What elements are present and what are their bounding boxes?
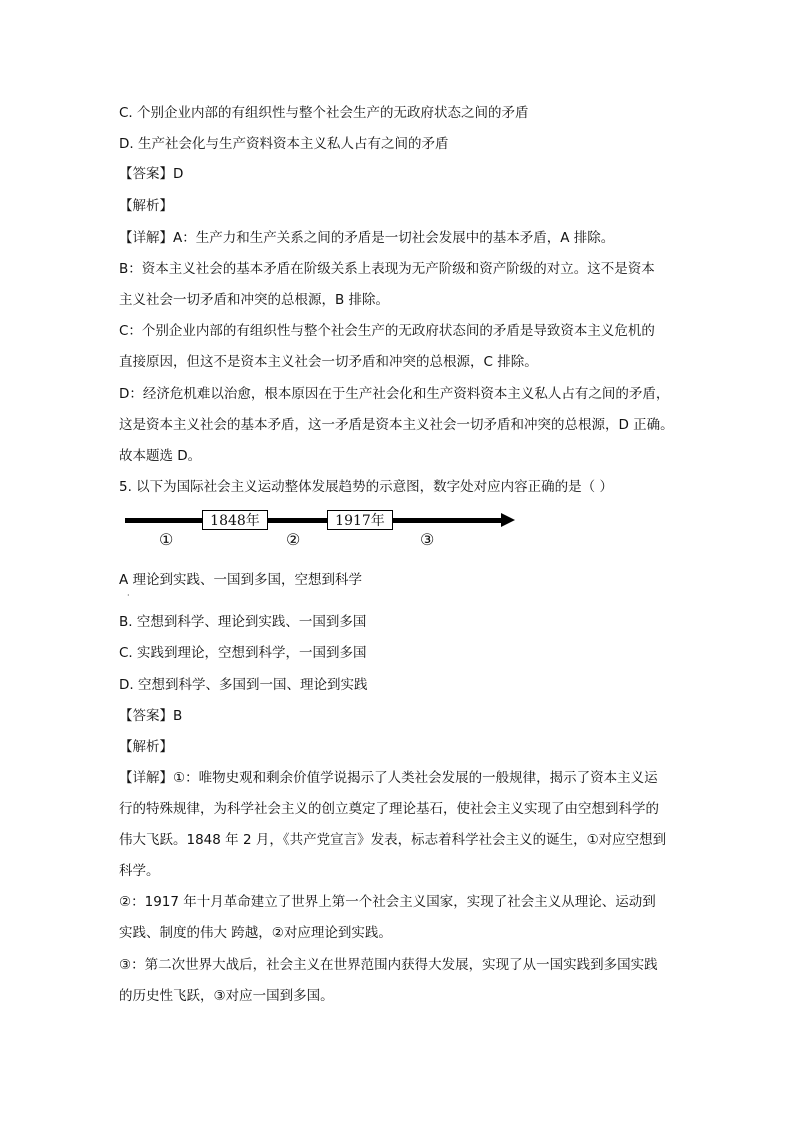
text-line: ③：第二次世界大战后，社会主义在世界范围内获得大发展，实现了从一国实践到多国实践	[119, 957, 658, 973]
text-line: C. 个别企业内部的有组织性与整个社会生产的无政府状态之间的矛盾	[119, 105, 529, 121]
text-line: 【答案】B	[119, 708, 183, 724]
text-line: 【解析】	[119, 198, 173, 214]
text-line: ②：1917 年十月革命建立了世界上第一个社会主义国家，实现了社会主义从理论、运动到	[119, 894, 656, 910]
timeline-marker-3: ③	[420, 530, 435, 549]
text-line: B：资本主义社会的基本矛盾在阶级关系上表现为无产阶级和资产阶级的对立。这不是资本	[119, 261, 655, 277]
timeline-marker-1: ①	[159, 530, 174, 549]
text-line: 【详解】A：生产力和生产关系之间的矛盾是一切社会发展中的基本矛盾，A 排除。	[119, 230, 615, 246]
text-line: D. 生产社会化与生产资料资本主义私人占有之间的矛盾	[119, 136, 449, 152]
text-line: B. 空想到科学、理论到实践、一国到多国	[119, 614, 367, 630]
text-line: C：个别企业内部的有组织性与整个社会生产的无政府状态间的矛盾是导致资本主义危机的	[119, 323, 655, 339]
text-line: A 理论到实践、一国到多国，空想到科学	[119, 572, 363, 588]
text-line: D. 空想到科学、多国到一国、理论到实践	[119, 677, 368, 693]
timeline-diagram	[125, 506, 525, 550]
timeline-bar	[125, 518, 503, 523]
text-line: 主义社会一切矛盾和冲突的总根源，B 排除。	[119, 292, 390, 308]
text-line: 5. 以下为国际社会主义运动整体发展趋势的示意图，数字处对应内容正确的是（ ）	[119, 479, 613, 495]
text-line: 【详解】①：唯物史观和剩余价值学说揭示了人类社会发展的一般规律，揭示了资本主义运	[119, 770, 658, 786]
text-line: 【答案】D	[119, 166, 184, 182]
text-line: 伟大飞跃。1848 年 2 月，《共产党宣言》发表，标志着科学社会主义的诞生，①对应空想到	[119, 832, 667, 848]
text-line: 这是资本主义社会的基本矛盾，这一矛盾是资本主义社会一切矛盾和冲突的总根源，D 正确。	[119, 417, 674, 433]
text-line: 的历史性飞跃，③对应一国到多国。	[119, 988, 334, 1004]
arrow-head-icon	[501, 513, 515, 527]
text-line: 直接原因，但这不是资本主义社会一切矛盾和冲突的总根源，C 排除。	[119, 354, 538, 370]
text-line: 科学。	[119, 863, 160, 879]
text-line: 实践、制度的伟大 跨越，②对应理论到实践。	[119, 925, 392, 941]
timeline-marker-2: ②	[286, 530, 301, 549]
text-line: 行的特殊规律，为科学社会主义的创立奠定了理论基石，使社会主义实现了由空想到科学的	[119, 801, 659, 817]
text-line: 故本题选 D。	[119, 448, 202, 464]
text-line: 【解析】	[119, 739, 173, 755]
text-line: D：经济危机难以治愈，根本原因在于生产社会化和生产资料资本主义私人占有之间的矛盾，	[119, 386, 670, 402]
stray-mark: ·	[127, 591, 130, 600]
timeline-box-1917: 1917年	[327, 510, 393, 530]
text-line: C. 实践到理论，空想到科学，一国到多国	[119, 645, 367, 661]
timeline-box-1848: 1848年	[202, 510, 268, 530]
